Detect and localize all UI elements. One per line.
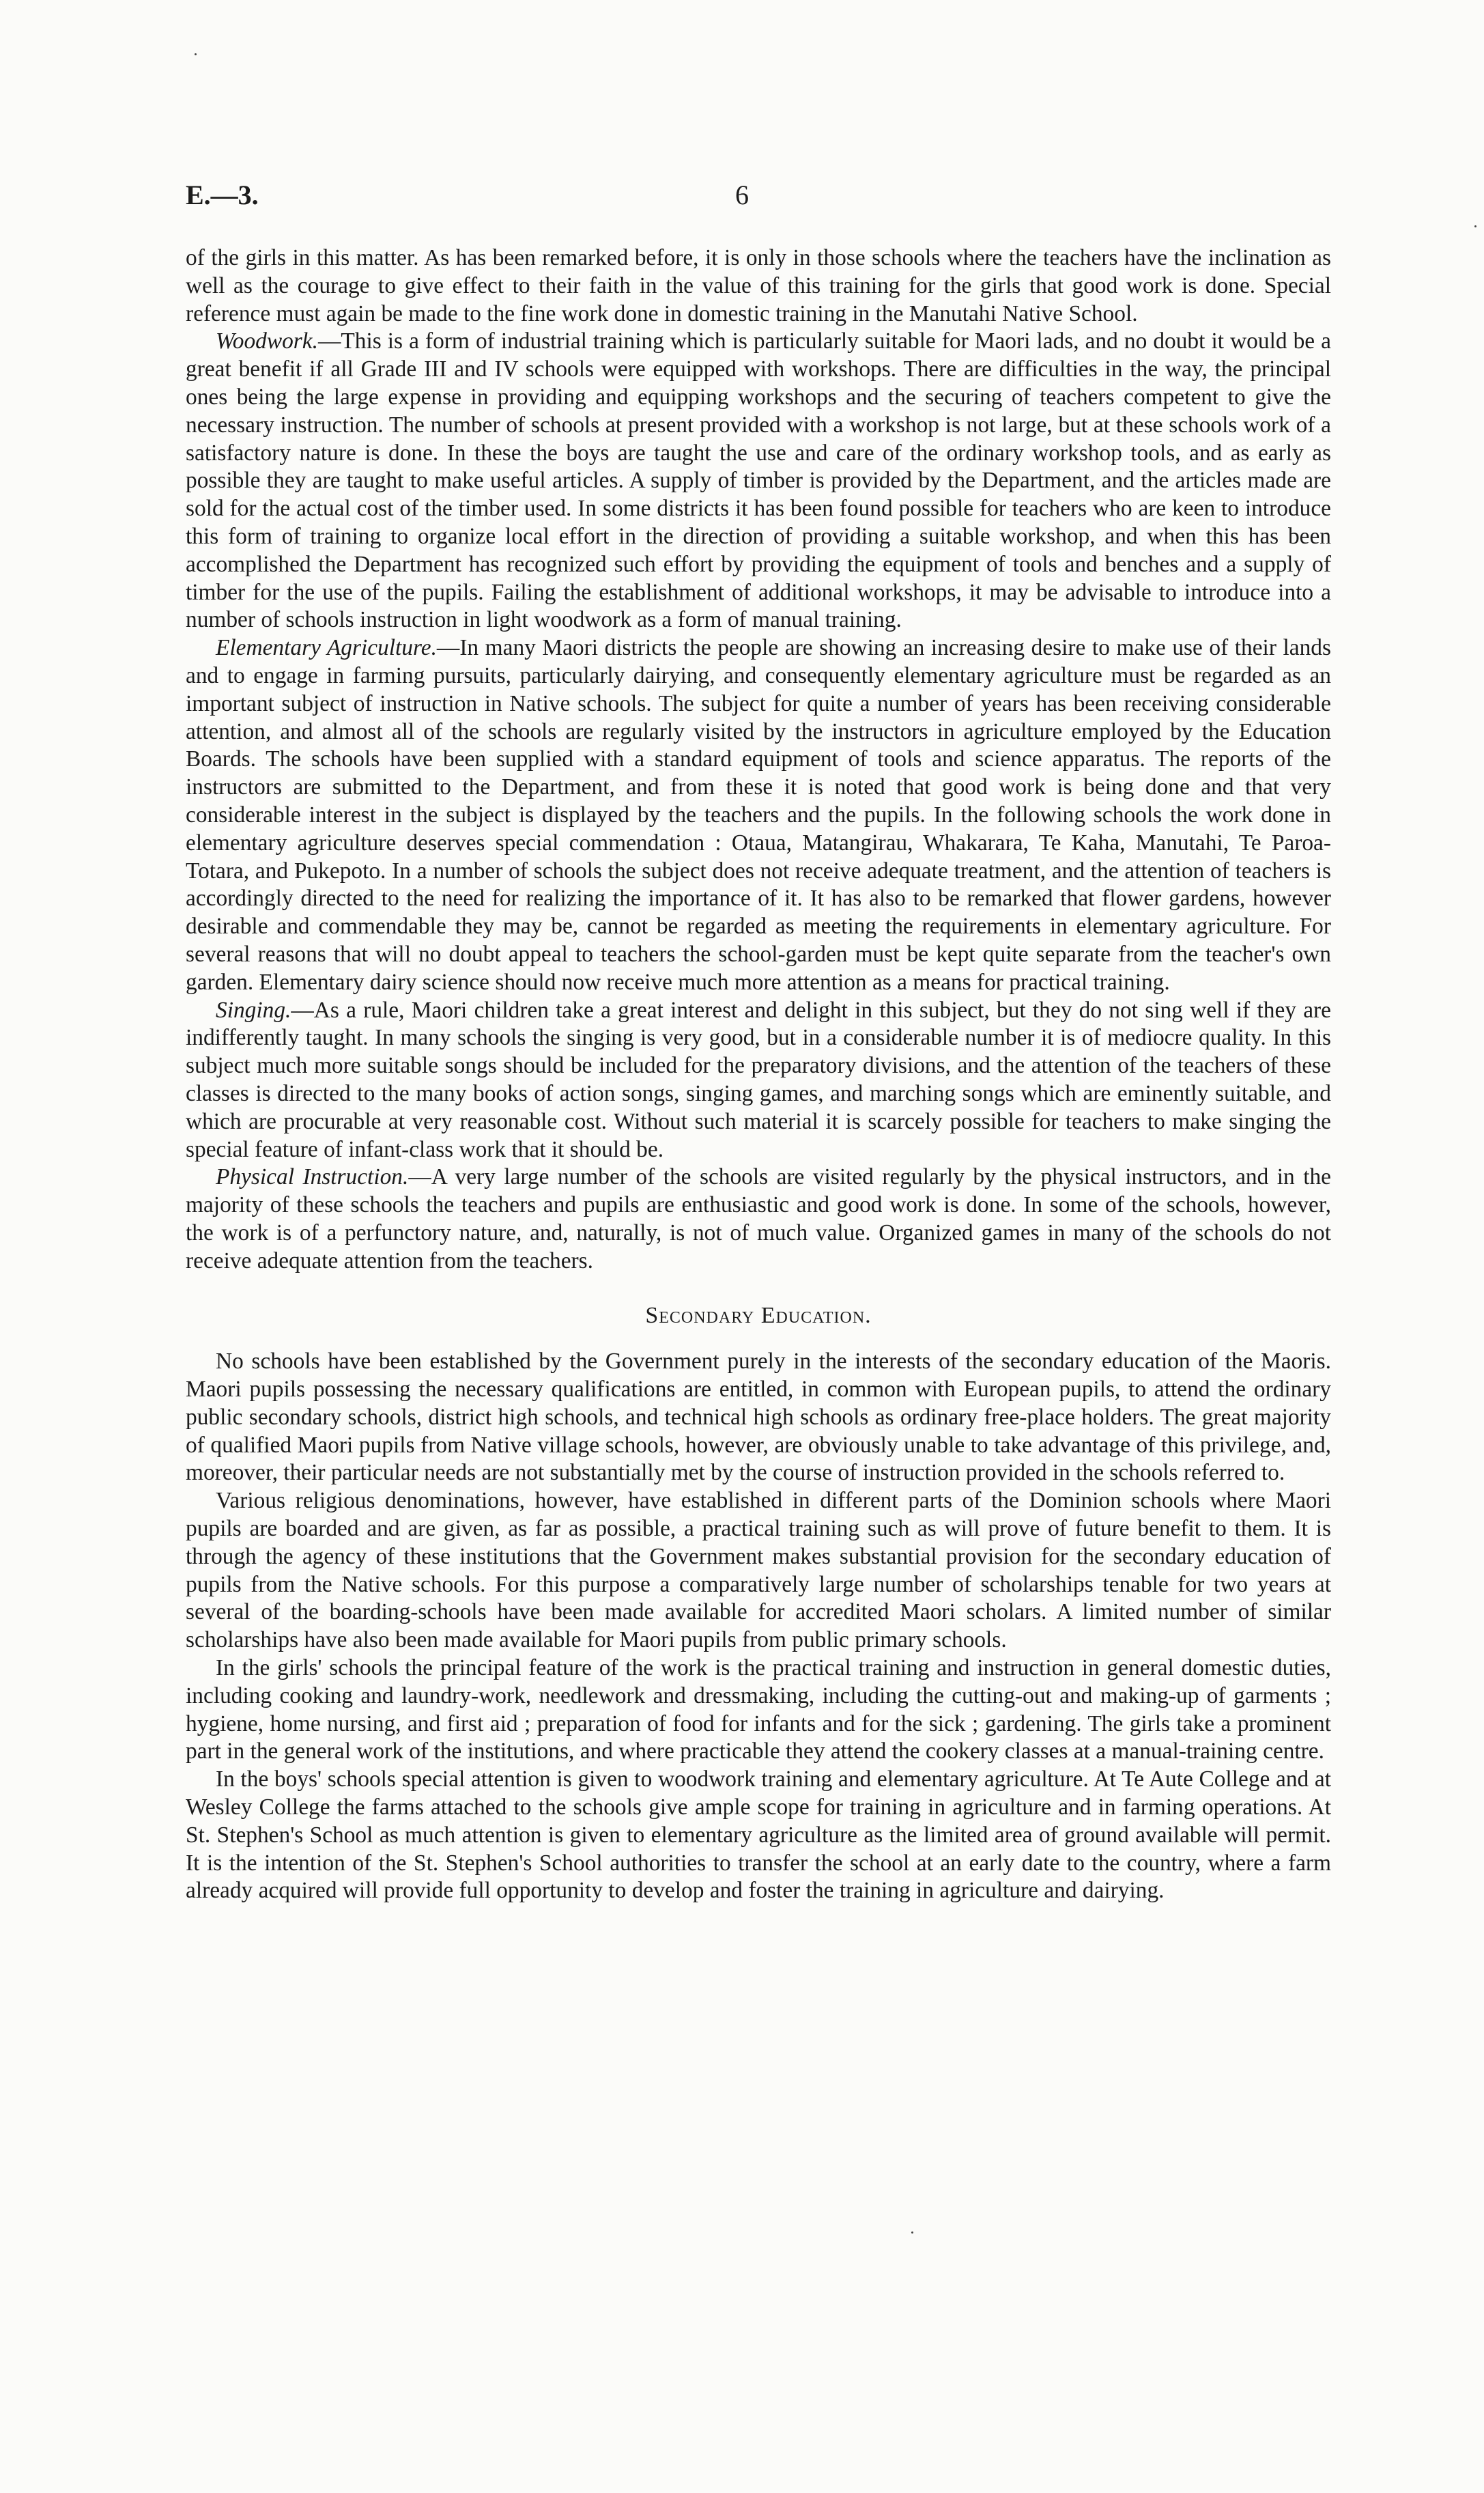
paragraph-singing — [186, 997, 1331, 1164]
paragraph-text-physical: —A very large number of the schools are visited regularly by the physical instructors, and in the majority of these schools the teachers and pupils are enthusiastic and good work is done. In some of the schools, however, the work is of a perfunctory nature, and, naturally, is not of much value. Organized games in many of the schools do not receive adequate attention from the teachers. — [186, 1164, 1331, 1273]
section-heading-secondary-education: Secondary Education. — [645, 1303, 872, 1329]
paragraph-lead-singing: Singing. — [216, 997, 291, 1023]
page-header — [186, 179, 1298, 220]
paragraph-agriculture — [186, 634, 1331, 996]
scan-speck — [1474, 225, 1476, 227]
paragraph-text-woodwork: —This is a form of industrial training which is particularly suitable for Maori lads, and no doubt it would be a great benefit if all Grade III and IV schools were equipped with workshops. There are difficulties in the way, the principal ones being the large expense in providing and equipping workshops and the securing of teachers competent to give the necessary instruction. The number of schools at present provided with a workshop is not large, but at these schools work of a satisfactory nature is done. In these the boys are taught the use and care of the ordinary workshop tools, and as early as possible they are taught to make useful articles. A supply of timber is provided by the Department, and the articles made are sold for the actual cost of the timber used. In some districts it has been found possible for teachers who are keen to introduce this form of training to organize local effort in the direction of providing a suitable workshop, and when this has been accomplished the Department has recognized such effort by providing the equipment of tools and benches and a supply of timber for the use of the pupils. Failing the establishment of additional workshops, it may be advisable to introduce into a number of schools instruction in light woodwork as a form of manual training. — [186, 328, 1331, 633]
paragraph-text-agriculture: —In many Maori districts the people are showing an increasing desire to make use of their lands and to engage in farming pursuits, particularly dairying, and consequently elementary agriculture must be regarded as an important subject of instruction in Native schools. The subject for quite a number of years has been receiving considerable attention, and almost all of the schools are regularly visited by the instructors in agriculture employed by the Education Boards. The schools have been supplied with a standard equipment of tools and science apparatus. The reports of the instructors are submitted to the Department, and from these it is noted that good work is being done and that very considerable interest in the subject is displayed by the teachers and the pupils. In the following schools the work done in elementary agriculture deserves special commendation : Otaua, Matangirau, Whakarara, Te Kaha, Manutahi, Te Paroa-Totara, and Pukepoto. In a number of schools the subject does not receive adequate treatment, and the attention of teachers is accordingly directed to the need for realizing the importance of it. It has also to be remarked that flower gardens, however desirable and commendable they may be, cannot be regarded as meeting the requirements in elementary agriculture. For several reasons that will no doubt appeal to teachers the school-garden must be kept quite separate from the teacher's own garden. Elementary dairy science should now receive much more attention as a means for practical training. — [186, 635, 1331, 995]
paragraph-text-singing: —As a rule, Maori children take a great interest and delight in this subject, but they do not sing well if they are indifferently taught. In many schools the singing is very good, but in a considerable number it is of mediocre quality. In this subject much more suitable songs should be included for the preparatory divisions, and the attention of the teachers of these classes is directed to the many books of action songs, singing games, and marching songs which are eminently suitable, and which are procurable at very reasonable cost. Without such material it is scarcely possible for teachers to make singing the special feature of infant-class work that it should be. — [186, 997, 1331, 1162]
paragraph-lead-physical: Physical Instruction. — [216, 1164, 409, 1190]
paragraph-secondary-intro: No schools have been established by the Government purely in the interests of the secondary education of the Maoris. Maori pupils possessing the necessary qualifications are entitled, in common with European pupils, to attend the ordinary public secondary schools, district high schools, and technical high schools as ordinary free-place holders. The great majority of qualified Maori pupils from Native village schools, however, are obviously unable to take advantage of this privilege, and, moreover, their particular needs are not substantially met by the course of instruction provided in the schools referred to. — [186, 1349, 1331, 1486]
page-number: 6 — [735, 180, 749, 210]
document-code: E.—3. — [186, 180, 259, 210]
scan-speck — [911, 2231, 913, 2234]
paragraph-lead-woodwork: Woodwork. — [216, 328, 318, 354]
paragraph-lead-agriculture: Elementary Agriculture. — [216, 635, 437, 661]
scan-speck — [195, 53, 197, 55]
paragraph-domestic-continued: of the girls in this matter. As has been remarked before, it is only in those schools where the teachers have the inclination as well as the courage to give effect to their faith in the value of this training for the girls that good work is done. Special reference must again be made to the fine work done in domestic training in the Manutahi Native School. — [186, 245, 1331, 326]
paragraph-physical — [186, 1164, 1331, 1275]
paragraph-woodwork — [186, 328, 1331, 634]
paragraph-boys-schools: In the boys' schools special attention is given to woodwork training and elementary agriculture. At Te Aute College and at Wesley College the farms attached to the schools give ample scope for training in agriculture and in farming operations. At St. Stephen's School as much attention is given to elementary agriculture as the limited area of ground available will permit. It is the intention of the St. Stephen's School authorities to transfer the school at an early date to the country, where a farm already acquired will provide full opportunity to develop and foster the training in agriculture and dairying. — [186, 1766, 1331, 1904]
document-body — [186, 244, 1331, 1905]
paragraph-religious-schools: Various religious denominations, however, have established in different parts of the Dominion schools where Maori pupils are boarded and are given, as far as possible, a practical training such as will prove of future benefit to them. It is through the agency of these institutions that the Government makes substantial provision for the secondary education of pupils from the Native schools. For this purpose a comparatively large number of scholarships tenable for two years at several of the boarding-schools have been made available for accredited Maori scholars. A limited number of similar scholarships have also been made available for Maori pupils from public primary schools. — [186, 1488, 1331, 1653]
paragraph-girls-schools: In the girls' schools the principal feature of the work is the practical training and instruction in general domestic duties, including cooking and laundry-work, needlework and dressmaking, including the cutting-out and making-up of garments ; hygiene, home nursing, and first aid ; preparation of food for infants and for the sick ; gardening. The girls take a prominent part in the general work of the institutions, and where practicable they attend the cookery classes at a manual-training centre. — [186, 1655, 1331, 1764]
